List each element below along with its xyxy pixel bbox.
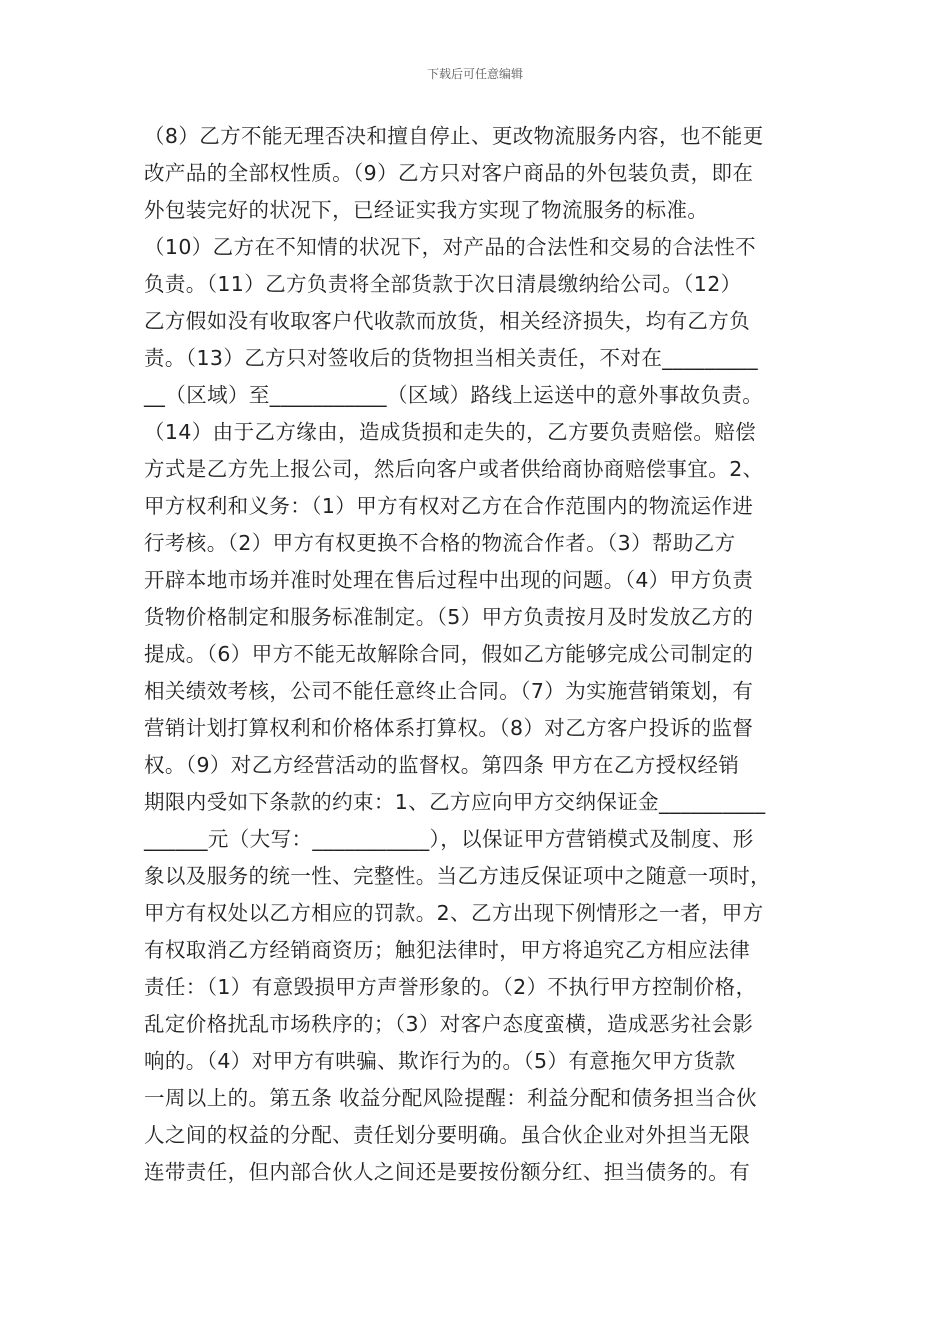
text-line: 乱定价格扰乱市场秩序的；（3）对客户态度蛮横，造成恶劣社会影 [144,1012,754,1036]
text-line: 改产品的全部权性质。（9）乙方只对客户商品的外包装负责，即在 [144,161,754,185]
text-line: 开辟本地市场并准时处理在售后过程中出现的问题。（4）甲方负责 [144,568,754,592]
text-line: 一周以上的。第五条 收益分配风险提醒：利益分配和债务担当合伙 [144,1086,758,1110]
text-line: （14）由于乙方缘由，造成货损和走失的，乙方要负责赔偿。赔偿 [144,420,757,444]
text-line: 营销计划打算权利和价格体系打算权。（8）对乙方客户投诉的监督 [144,716,754,740]
text-line: 乙方假如没有收取客户代收款而放货，相关经济损失，均有乙方负 [144,309,751,333]
text-line: 责任：（1）有意毁损甲方声誉形象的。（2）不执行甲方控制价格， [144,975,757,999]
text-line: 行考核。（2）甲方有权更换不合格的物流合作者。（3）帮助乙方 [144,531,736,555]
document-body [144,118,814,1191]
text-line: 连带责任，但内部合伙人之间还是要按份额分红、担当债务的。有 [144,1160,751,1184]
text-line: 有权取消乙方经销商资历；触犯法律时，甲方将追究乙方相应法律 [144,938,751,962]
text-line: 提成。（6）甲方不能无故解除合同，假如乙方能够完成公司制定的 [144,642,754,666]
text-line: 甲方有权处以乙方相应的罚款。2、乙方出现下例情形之一者，甲方 [144,901,764,925]
text-line: 方式是乙方先上报公司，然后向客户或者供给商协商赔偿事宜。2、 [144,457,764,481]
text-line: 责。（13）乙方只对签收后的货物担当相关责任，不对在_________ [144,346,759,370]
text-line: 货物价格制定和服务标准制定。（5）甲方负责按月及时发放乙方的 [144,605,754,629]
text-line: 人之间的权益的分配、责任划分要明确。虽合伙企业对外担当无限 [144,1123,751,1147]
text-line: 甲方权利和义务：（1）甲方有权对乙方在合作范围内的物流运作进 [144,494,754,518]
text-line: 期限内受如下条款的约束：1、乙方应向甲方交纳保证金__________ [144,790,766,814]
text-line: ______元（大写：___________），以保证甲方营销模式及制度、形 [144,827,754,851]
text-line: 响的。（4）对甲方有哄骗、欺诈行为的。（5）有意拖欠甲方货款 [144,1049,736,1073]
text-line: 权。（9）对乙方经营活动的监督权。第四条 甲方在乙方授权经销 [144,753,740,777]
text-line: 象以及服务的统一性、完整性。当乙方违反保证项中之随意一项时， [144,864,771,888]
text-line: 负责。（11）乙方负责将全部货款于次日清晨缴纳给公司。（12） [144,272,742,296]
text-line: __（区域）至___________（区域）路线上运送中的意外事故负责。 [144,383,764,407]
page-header: 下载后可任意编辑 [426,67,523,81]
text-line: 外包装完好的状况下，已经证实我方实现了物流服务的标准。 [144,198,709,222]
text-line: （10）乙方在不知情的状况下，对产品的合法性和交易的合法性不 [144,235,757,259]
text-line: 相关绩效考核，公司不能任意终止合同。（7）为实施营销策划，有 [144,679,754,703]
text-line: （8）乙方不能无理否决和擅自停止、更改物流服务内容，也不能更 [144,124,764,148]
